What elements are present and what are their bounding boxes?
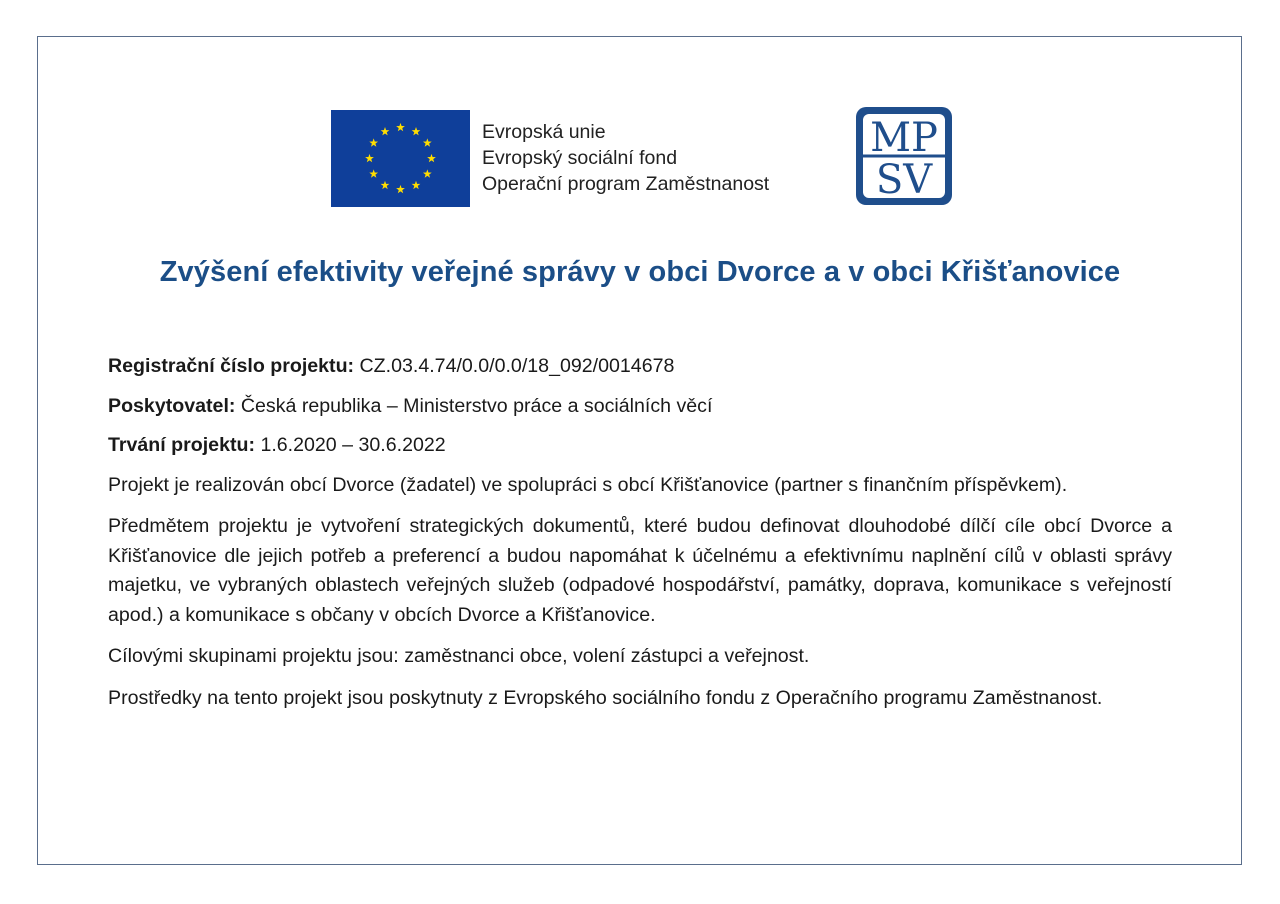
provider-label: Poskytovatel: (108, 394, 236, 417)
duration-label: Trvání projektu: (108, 434, 255, 456)
page-title: Zvýšení efektivity veřejné správy v obci Dvorce a v obci Křišťanovice (159, 256, 1121, 288)
eu-flag-logo (331, 110, 470, 207)
registration-line (108, 352, 1172, 382)
project-details (108, 352, 1172, 725)
eu-line-fund: Evropský sociální fond (482, 147, 678, 169)
realization-paragraph: Projekt je realizován obcí Dvorce (žadatel) ve spolupráci s obcí Křišťanovice (partner s finančním příspěvkem). (108, 473, 1068, 496)
eu-line-program: Operační program Zaměstnanost (482, 173, 770, 195)
subject-paragraph: Předmětem projektu je vytvoření strategických dokumentů, které budou definovat dlouhodobé dílčí cíle obcí Dvorce a Křišťanovice dle jejich potřeb a preferencí a budou napomáhat k účelnému a efektivnímu naplnění cílů v oblasti správy majetku, ve vybraných oblastech veřejných služeb (odpadové hospodářství, památky, doprava, komunikace s veřejností apod.) a komunikace s občany v obcích Dvorce a Křišťanovice. (108, 515, 1172, 626)
mpsv-top-text: MP (870, 115, 938, 161)
registration-value: CZ.03.4.74/0.0/0.0/18_092/0014678 (359, 355, 675, 377)
mpsv-bottom-text: SV (875, 157, 933, 203)
provider-value: Česká republika – Ministerstvo práce a sociálních věcí (240, 394, 713, 417)
duration-line (108, 431, 1172, 461)
eu-stars-icon (331, 110, 470, 207)
registration-label: Registrační číslo projektu: (108, 355, 355, 377)
logo-bar (331, 106, 953, 208)
eu-line-union: Evropská unie (482, 121, 606, 143)
mpsv-logo (855, 106, 953, 206)
provider-line (108, 392, 1172, 422)
eu-program-text (482, 119, 769, 197)
funding-paragraph: Prostředky na tento projekt jsou poskytnuty z Evropského sociálního fondu z Operačního programu Zaměstnanost. (108, 686, 1103, 709)
target-groups-paragraph: Cílovými skupinami projektu jsou: zaměstnanci obce, volení zástupci a veřejnost. (108, 645, 810, 667)
duration-value: 1.6.2020 – 30.6.2022 (260, 434, 446, 456)
